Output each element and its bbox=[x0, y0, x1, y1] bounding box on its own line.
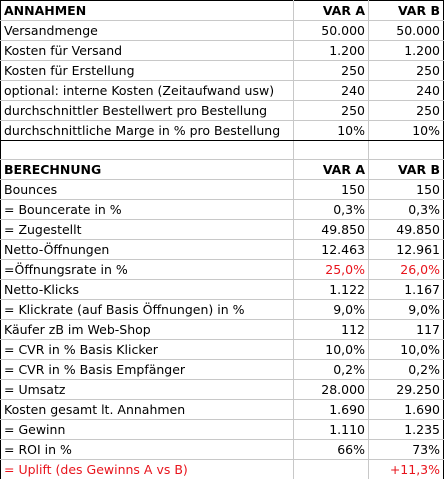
assumption-row bbox=[1, 21, 444, 41]
assumption-row bbox=[1, 81, 444, 101]
calculation-label[interactable]: Käufer zB im Web-Shop bbox=[1, 320, 294, 340]
assumption-row bbox=[1, 121, 444, 141]
assumption-value-b[interactable]: 250 bbox=[369, 101, 444, 121]
calculation-label[interactable]: Netto-Klicks bbox=[1, 280, 294, 300]
calculation-row bbox=[1, 240, 444, 260]
assumption-label[interactable]: Kosten für Erstellung bbox=[1, 61, 294, 81]
empty-cell[interactable] bbox=[294, 141, 369, 160]
calculation-value-a[interactable]: 10,0% bbox=[294, 340, 369, 360]
calculation-label[interactable]: = Umsatz bbox=[1, 380, 294, 400]
calculation-row bbox=[1, 260, 444, 280]
assumption-value-b[interactable]: 10% bbox=[369, 121, 444, 141]
calculation-value-a[interactable]: 1.122 bbox=[294, 280, 369, 300]
assumption-value-a[interactable]: 250 bbox=[294, 101, 369, 121]
calculation-value-b[interactable]: 0,3% bbox=[369, 200, 444, 220]
calculation-row bbox=[1, 320, 444, 340]
assumption-label[interactable]: Kosten für Versand bbox=[1, 41, 294, 61]
assumptions-header-row bbox=[1, 1, 444, 21]
assumption-row bbox=[1, 61, 444, 81]
calculation-value-b[interactable]: 12.961 bbox=[369, 240, 444, 260]
assumption-value-a[interactable]: 250 bbox=[294, 61, 369, 81]
assumption-label[interactable]: durchschnittliche Marge in % pro Bestellung bbox=[1, 121, 294, 141]
calculation-value-b[interactable]: 150 bbox=[369, 180, 444, 200]
calculation-row bbox=[1, 380, 444, 400]
calculation-row bbox=[1, 460, 444, 479]
calculation-value-b[interactable]: 9,0% bbox=[369, 300, 444, 320]
assumption-value-b[interactable]: 250 bbox=[369, 61, 444, 81]
calculation-value-b[interactable]: 0,2% bbox=[369, 360, 444, 380]
calculation-label[interactable]: = CVR in % Basis Klicker bbox=[1, 340, 294, 360]
calculation-label[interactable]: = ROI in % bbox=[1, 440, 294, 460]
empty-cell[interactable] bbox=[369, 141, 444, 160]
assumption-value-a[interactable]: 50.000 bbox=[294, 21, 369, 41]
assumption-value-b[interactable]: 50.000 bbox=[369, 21, 444, 41]
calculation-value-b[interactable]: 10,0% bbox=[369, 340, 444, 360]
calculation-value-a[interactable]: 25,0% bbox=[294, 260, 369, 280]
calculation-value-b[interactable]: 117 bbox=[369, 320, 444, 340]
calculation-value-b[interactable]: 29.250 bbox=[369, 380, 444, 400]
calculation-row bbox=[1, 440, 444, 460]
calculation-value-a[interactable]: 0,2% bbox=[294, 360, 369, 380]
calculation-row bbox=[1, 360, 444, 380]
calculation-value-b[interactable]: 1.690 bbox=[369, 400, 444, 420]
calculation-row bbox=[1, 300, 444, 320]
empty-cell[interactable] bbox=[1, 141, 294, 160]
calculation-value-b[interactable]: +11,3% bbox=[369, 460, 444, 479]
calculation-row bbox=[1, 420, 444, 440]
calculation-value-a[interactable]: 0,3% bbox=[294, 200, 369, 220]
calculation-label[interactable]: = Uplift (des Gewinns A vs B) bbox=[1, 460, 294, 479]
calculation-label[interactable]: = CVR in % Basis Empfänger bbox=[1, 360, 294, 380]
calculation-value-a[interactable]: 1.690 bbox=[294, 400, 369, 420]
calculation-label[interactable]: Netto-Öffnungen bbox=[1, 240, 294, 260]
calculation-row bbox=[1, 400, 444, 420]
calculation-label[interactable]: Bounces bbox=[1, 180, 294, 200]
calculation-label[interactable]: = Zugestellt bbox=[1, 220, 294, 240]
calculation-value-a[interactable]: 49.850 bbox=[294, 220, 369, 240]
empty-row bbox=[1, 141, 444, 160]
calculation-col-a-header[interactable]: VAR A bbox=[294, 160, 369, 180]
calculation-value-b[interactable]: 49.850 bbox=[369, 220, 444, 240]
calculation-col-b-header[interactable]: VAR B bbox=[369, 160, 444, 180]
calculation-value-a[interactable]: 9,0% bbox=[294, 300, 369, 320]
calculation-value-b[interactable]: 73% bbox=[369, 440, 444, 460]
assumption-value-a[interactable]: 240 bbox=[294, 81, 369, 101]
assumption-row bbox=[1, 41, 444, 61]
calculation-row bbox=[1, 180, 444, 200]
calculation-value-a[interactable]: 28.000 bbox=[294, 380, 369, 400]
assumptions-title[interactable]: ANNAHMEN bbox=[1, 1, 294, 21]
assumption-label[interactable]: durchschnittler Bestellwert pro Bestellung bbox=[1, 101, 294, 121]
calculation-label[interactable]: = Klickrate (auf Basis Öffnungen) in % bbox=[1, 300, 294, 320]
assumptions-col-b-header[interactable]: VAR B bbox=[369, 1, 444, 21]
assumption-row bbox=[1, 101, 444, 121]
assumption-value-a[interactable]: 1.200 bbox=[294, 41, 369, 61]
assumption-value-b[interactable]: 1.200 bbox=[369, 41, 444, 61]
calculation-title[interactable]: BERECHNUNG bbox=[1, 160, 294, 180]
calculation-value-a[interactable]: 12.463 bbox=[294, 240, 369, 260]
calculation-value-b[interactable]: 1.235 bbox=[369, 420, 444, 440]
calculation-value-b[interactable]: 26,0% bbox=[369, 260, 444, 280]
calculation-label[interactable]: Kosten gesamt lt. Annahmen bbox=[1, 400, 294, 420]
calculation-value-a[interactable]: 66% bbox=[294, 440, 369, 460]
calculation-row bbox=[1, 340, 444, 360]
assumption-value-b[interactable]: 240 bbox=[369, 81, 444, 101]
assumption-label[interactable]: optional: interne Kosten (Zeitaufwand usw) bbox=[1, 81, 294, 101]
calculation-label[interactable]: =Öffnungsrate in % bbox=[1, 260, 294, 280]
calculation-header-row bbox=[1, 160, 444, 180]
calculation-value-a[interactable]: 1.110 bbox=[294, 420, 369, 440]
assumption-label[interactable]: Versandmenge bbox=[1, 21, 294, 41]
calculation-value-a[interactable]: 150 bbox=[294, 180, 369, 200]
calculation-label[interactable]: = Bouncerate in % bbox=[1, 200, 294, 220]
calculation-value-b[interactable]: 1.167 bbox=[369, 280, 444, 300]
assumptions-col-a-header[interactable]: VAR A bbox=[294, 1, 369, 21]
calculation-row bbox=[1, 280, 444, 300]
calculation-row bbox=[1, 200, 444, 220]
assumption-value-a[interactable]: 10% bbox=[294, 121, 369, 141]
calculation-value-a[interactable] bbox=[294, 460, 369, 479]
calculation-row bbox=[1, 220, 444, 240]
calculation-value-a[interactable]: 112 bbox=[294, 320, 369, 340]
calculation-label[interactable]: = Gewinn bbox=[1, 420, 294, 440]
